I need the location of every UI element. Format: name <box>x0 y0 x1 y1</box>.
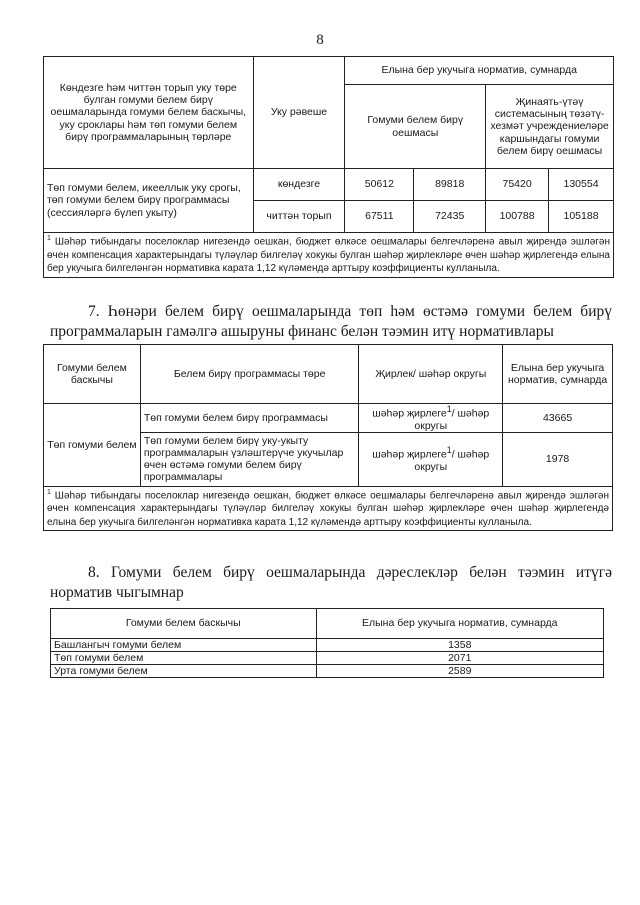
cell-education-level: Төп гомуми белем <box>51 652 317 665</box>
cell-value: 130554 <box>549 169 614 201</box>
header-education-level: Гомуми белем баскычы <box>51 609 317 639</box>
header-penal-school: Җинаять-үтәү системасының төзәтү-хезмәт учреждениеләре каршындагы гомуми белем бирү оешмасы <box>486 85 614 169</box>
page-number: 8 <box>316 32 324 48</box>
cell-value: 89818 <box>414 169 486 201</box>
cell-value: 105188 <box>549 201 614 233</box>
cell-settlement: шәһәр җирлеге$^1$/ шәһәр округы <box>359 404 503 433</box>
header-study-form: Уку рәвеше <box>253 57 345 169</box>
header-general-school: Гомуми белем бирү оешмасы <box>345 85 486 169</box>
normatives-table-vocational <box>43 344 613 531</box>
cell-education-level: Төп гомуми белем <box>44 404 141 487</box>
section-8-heading: 8. Гомуми белем бирү оешмаларында дәреслекләр белән тәэмин итүгә норматив чыгымнар <box>50 564 612 602</box>
cell-value: 72435 <box>414 201 486 233</box>
footnote <box>44 486 613 531</box>
cell-normative: 1978 <box>503 432 613 486</box>
cell-value: 67511 <box>345 201 414 233</box>
cell-value: 75420 <box>486 169 549 201</box>
header-program-type: Белем бирү программасы төре <box>140 345 359 404</box>
header-settlement: Җирлек/ шәһәр округы <box>359 345 503 404</box>
cell-normative: 1358 <box>316 639 603 652</box>
cell-settlement: шәһәр җирлеге$^1$/ шәһәр округы <box>359 432 503 486</box>
footnote <box>44 233 614 278</box>
cell-study-form: көндезге <box>253 169 345 201</box>
footnote-mark: 1 <box>47 488 51 496</box>
footnote-text: Шәһәр тибындагы поселоклар нигезендә оешкан, бюджет өлкәсе оешмалары белгечләренә авыл җирендә эшләгән өчен компенсация характерындагы түләүләр билгеләү хокукы булган шәһәр җирлекләре өчен шәһәр җирлегендә елына бер укучыга билгеләнгән нормативка карата 1,12 күләмендә арттыру коэффициенты кулланыла. <box>47 236 611 275</box>
cell-program: Төп гомуми белем бирү программасы <box>140 404 359 433</box>
footnote-mark: 1 <box>47 235 51 242</box>
cell-value: 50612 <box>345 169 414 201</box>
cell-normative: 2071 <box>316 652 603 665</box>
header-normative: Елына бер укучыга норматив, сумнарда <box>316 609 603 639</box>
cell-value: 100788 <box>486 201 549 233</box>
header-normative: Елына бер укучыга норматив, сумнарда <box>503 345 613 404</box>
cell-education-level: Башлангыч гомуми белем <box>51 639 317 652</box>
cell-normative: 43665 <box>503 404 613 433</box>
header-education-level: Гомуми белем баскычы <box>44 345 141 404</box>
row-label-basic-education: Төп гомуми белем, икееллык уку срогы, төп гомуми белем бирү программасы (сессияләргә бүлеп укыту) <box>44 169 254 233</box>
header-education-type: Көндезге һәм читтән торып уку төре булган гомуми белем бирү оешмаларында гомуми белем баскычы, уку сроклары һәм төп гомуми белем бирү программаларының төрләре <box>44 57 254 169</box>
section-7-heading: 7. Һөнәри белем бирү оешмаларында төп һәм өстәмә гомуми белем бирү программаларын гамәлгә ашыруны финанс белән тәэмин итү нормативлары <box>50 303 612 341</box>
footnote-text: Шәһәр тибындагы поселоклар нигезендә оешкан, бюджет өлкәсе оешмалары белгечләренә авыл җирендә эшләгән өчен компенсация характерындагы түләүләр билгеләү хокукы булган шәһәр җирлекләре өчен шәһәр җирлегендә елына бер укучыга билгеләнгән нормативка карата 1,12 күләмендә арттыру коэффициенты кулланыла. <box>47 489 609 528</box>
cell-normative: 2589 <box>316 665 603 678</box>
normatives-table-evening-schools <box>43 56 614 278</box>
normatives-table-textbooks <box>50 608 604 678</box>
cell-study-form: читтән торып <box>253 201 345 233</box>
header-normative: Елына бер укучыга норматив, сумнарда <box>345 57 614 85</box>
cell-education-level: Урта гомуми белем <box>51 665 317 678</box>
cell-program: Төп гомуми белем бирү уку-укыту программаларын үзләштерүче укучылар өчен өстәмә гомуми белем бирү программалары <box>140 432 359 486</box>
